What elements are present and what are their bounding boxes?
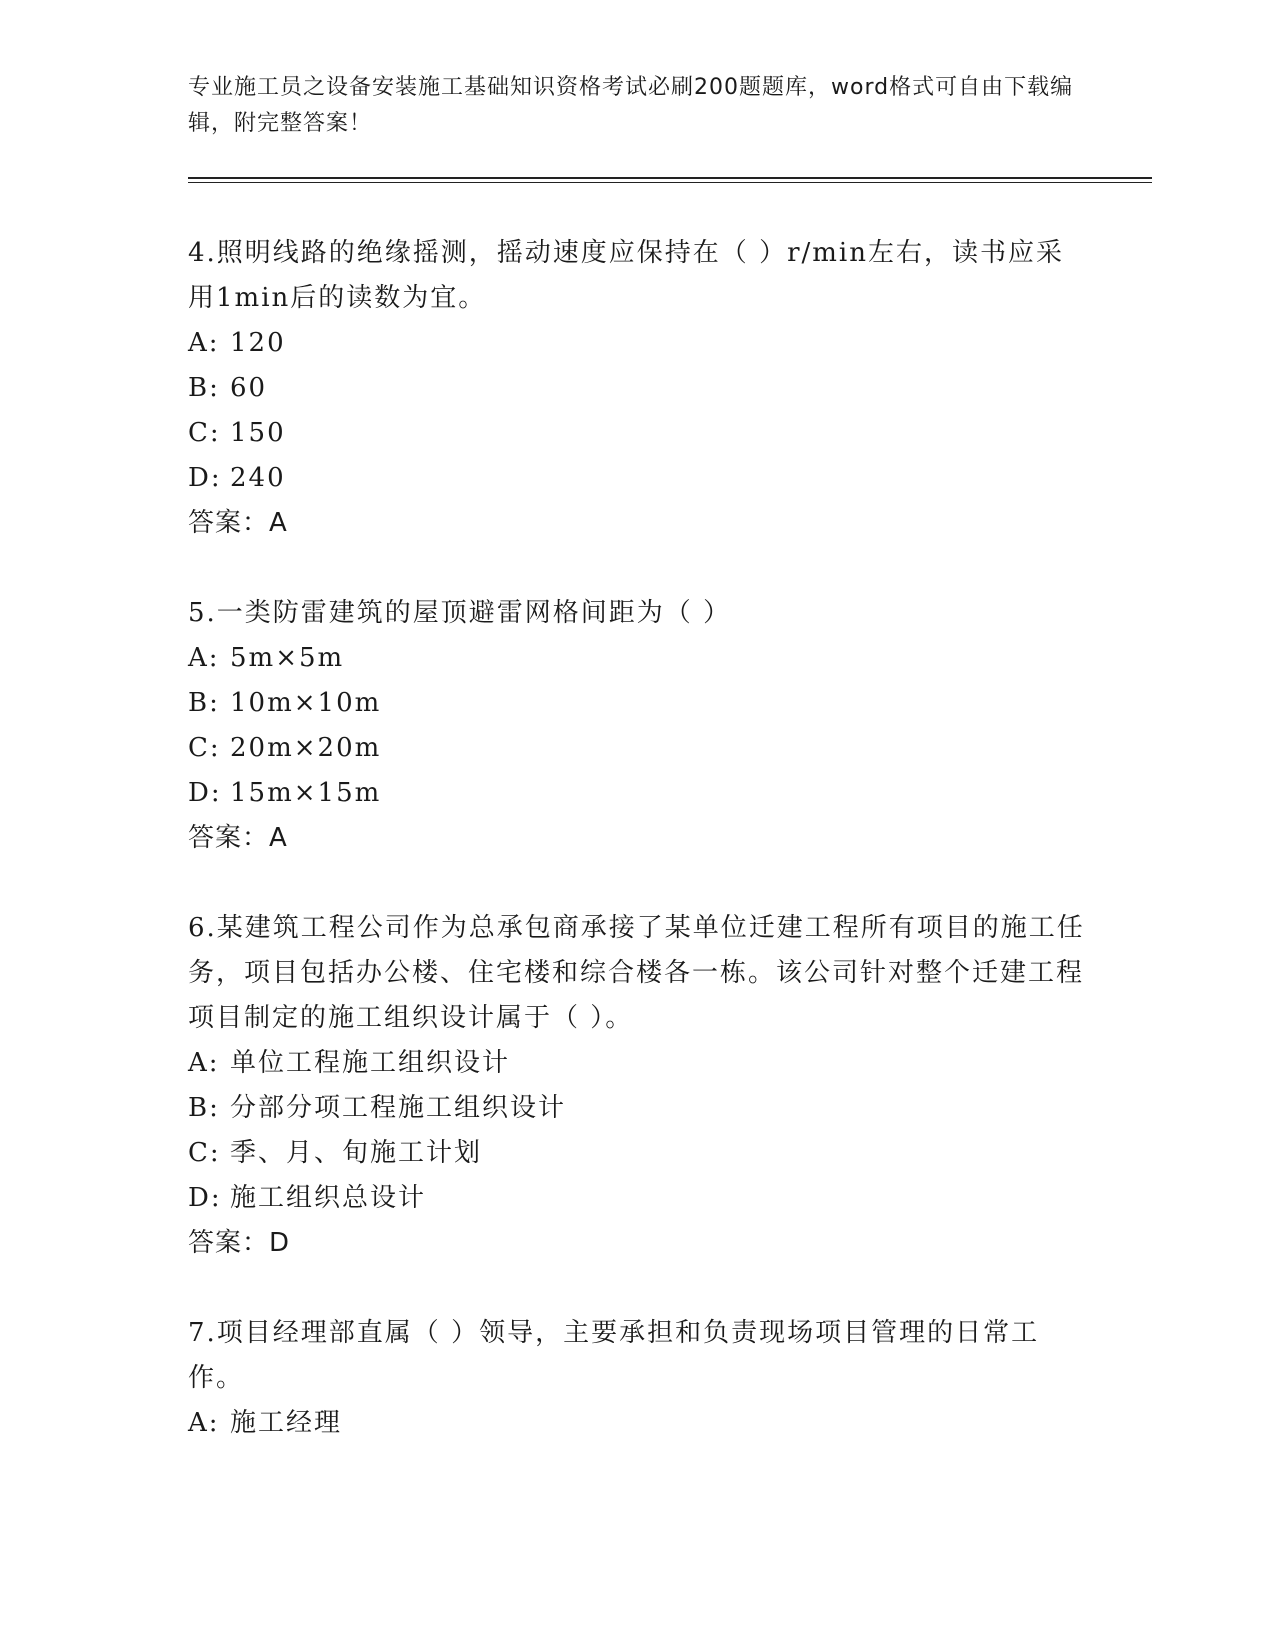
option-b bbox=[188, 366, 1088, 411]
option-letter: B: bbox=[188, 373, 220, 403]
option-c bbox=[188, 726, 1088, 771]
option-c bbox=[188, 411, 1088, 456]
option-b bbox=[188, 1086, 1088, 1131]
question-6 bbox=[188, 906, 1088, 1266]
option-d bbox=[188, 1176, 1088, 1221]
answer-line: 答案：A bbox=[188, 823, 288, 853]
option-text: 5m×5m bbox=[230, 643, 345, 673]
option-text: 150 bbox=[230, 418, 286, 448]
option-letter: C: bbox=[188, 733, 221, 763]
header-divider-bottom bbox=[188, 182, 1152, 183]
option-a bbox=[188, 321, 1088, 366]
option-letter: C: bbox=[188, 1138, 221, 1168]
option-text: 20m×20m bbox=[230, 733, 382, 763]
option-text: 60 bbox=[230, 373, 268, 403]
question-5 bbox=[188, 591, 1088, 861]
option-a bbox=[188, 1401, 1088, 1446]
option-letter: A: bbox=[188, 643, 220, 673]
question-text: 4.照明线路的绝缘摇测，摇动速度应保持在（ ）r/min左右，读书应采用1min后的读数为宜。 bbox=[188, 238, 1064, 313]
option-d bbox=[188, 771, 1088, 816]
option-a bbox=[188, 636, 1088, 681]
question-text: 7.项目经理部直属（ ）领导，主要承担和负责现场项目管理的日常工作。 bbox=[188, 1318, 1040, 1393]
option-d bbox=[188, 456, 1088, 501]
option-text: 15m×15m bbox=[230, 778, 382, 808]
option-text: 10m×10m bbox=[230, 688, 382, 718]
document-header: 专业施工员之设备安装施工基础知识资格考试必刷200题题库，word格式可自由下载编辑，附完整答案！ bbox=[188, 75, 1074, 136]
question-4 bbox=[188, 231, 1088, 546]
question-text: 5.一类防雷建筑的屋顶避雷网格间距为（ ） bbox=[188, 598, 732, 628]
option-text: 季、月、旬施工计划 bbox=[230, 1138, 483, 1168]
option-c bbox=[188, 1131, 1088, 1176]
option-letter: D: bbox=[188, 1183, 222, 1213]
option-a bbox=[188, 1041, 1088, 1086]
question-list bbox=[188, 231, 1088, 1491]
option-letter: B: bbox=[188, 688, 220, 718]
option-letter: C: bbox=[188, 418, 221, 448]
question-text: 6.某建筑工程公司作为总承包商承接了某单位迁建工程所有项目的施工任务，项目包括办公楼、住宅楼和综合楼各一栋。该公司针对整个迁建工程项目制定的施工组织设计属于（ ）。 bbox=[188, 913, 1085, 1033]
option-text: 120 bbox=[230, 328, 286, 358]
option-text: 施工组织总设计 bbox=[230, 1183, 427, 1213]
answer-line: 答案：A bbox=[188, 508, 288, 538]
option-text: 240 bbox=[230, 463, 286, 493]
question-7 bbox=[188, 1311, 1088, 1446]
option-b bbox=[188, 681, 1088, 726]
option-letter: B: bbox=[188, 1093, 220, 1123]
option-text: 分部分项工程施工组织设计 bbox=[230, 1093, 567, 1123]
option-letter: D: bbox=[188, 463, 222, 493]
option-letter: A: bbox=[188, 1048, 220, 1078]
header-divider-top bbox=[188, 177, 1152, 179]
answer-line: 答案：D bbox=[188, 1228, 291, 1258]
option-letter: D: bbox=[188, 778, 222, 808]
option-letter: A: bbox=[188, 1408, 220, 1438]
option-text: 单位工程施工组织设计 bbox=[230, 1048, 511, 1078]
option-text: 施工经理 bbox=[230, 1408, 343, 1438]
option-letter: A: bbox=[188, 328, 220, 358]
